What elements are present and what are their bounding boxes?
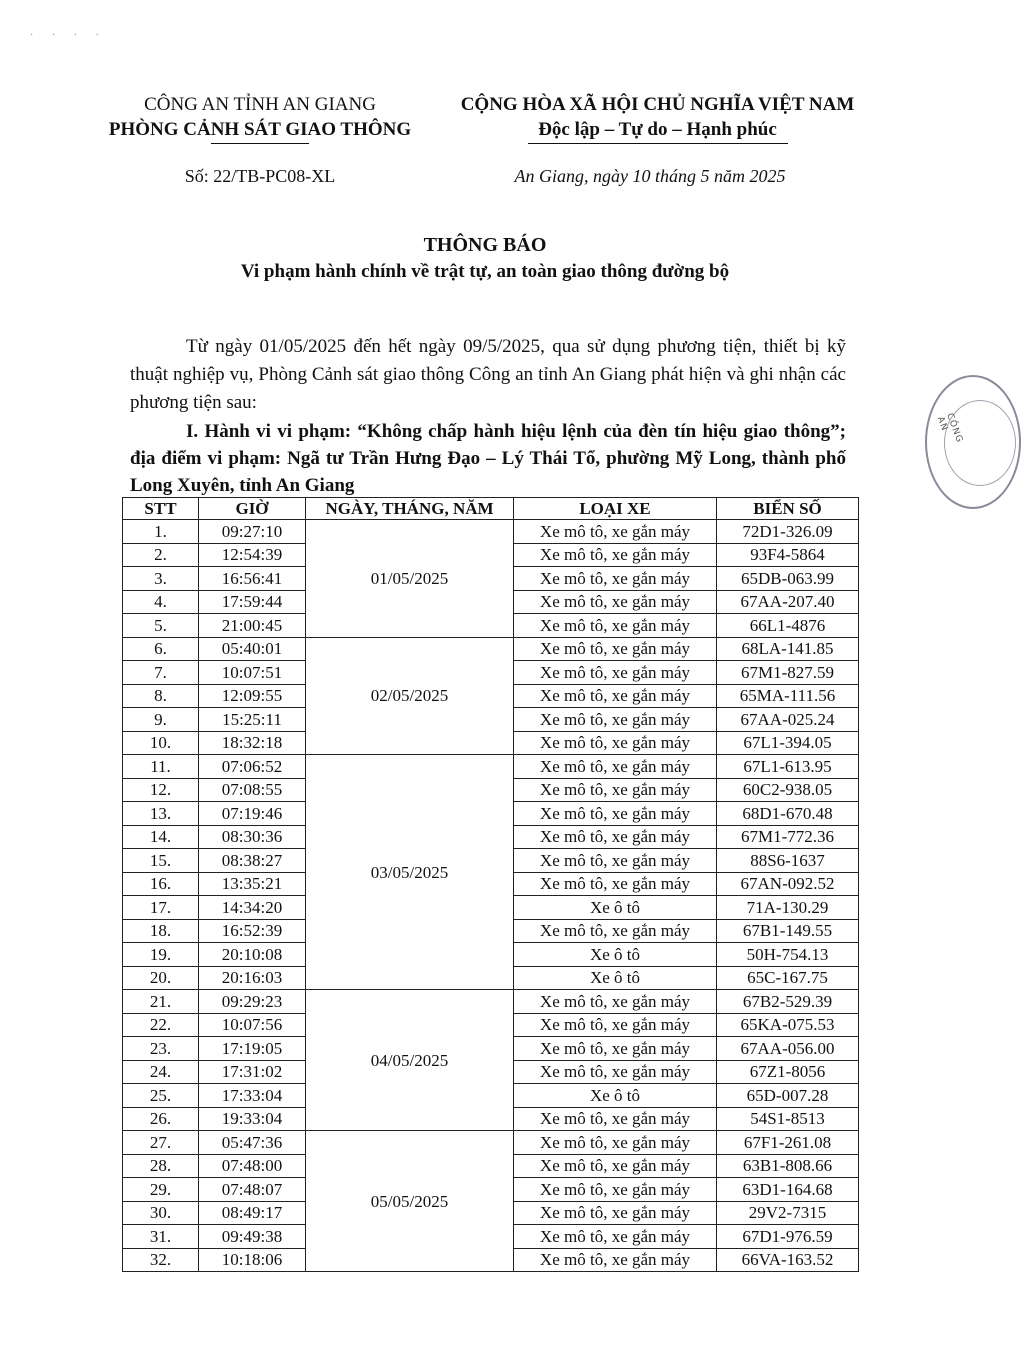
cell-plate: 66VA-163.52	[717, 1248, 859, 1272]
cell-vehicle-type: Xe mô tô, xe gắn máy	[514, 1060, 717, 1084]
cell-plate: 63D1-164.68	[717, 1178, 859, 1202]
cell-time: 14:34:20	[199, 896, 306, 920]
cell-vehicle-type: Xe mô tô, xe gắn máy	[514, 825, 717, 849]
cell-time: 07:06:52	[199, 755, 306, 779]
table-body	[123, 520, 859, 1272]
cell-stt: 18.	[123, 919, 199, 943]
cell-time: 13:35:21	[199, 872, 306, 896]
table-row	[123, 520, 859, 544]
cell-vehicle-type: Xe mô tô, xe gắn máy	[514, 543, 717, 567]
intro-paragraph: Từ ngày 01/05/2025 đến hết ngày 09/5/2025, qua sử dụng phương tiện, thiết bị kỹ thuật nghiệp vụ, Phòng Cảnh sát giao thông Công an tỉnh An Giang phát hiện và ghi nhận các phương tiện sau:	[130, 336, 846, 413]
cell-plate: 65DB-063.99	[717, 567, 859, 591]
cell-time: 08:49:17	[199, 1201, 306, 1225]
cell-stt: 22.	[123, 1013, 199, 1037]
violations-table	[122, 497, 859, 1272]
cell-stt: 20.	[123, 966, 199, 990]
cell-stt: 14.	[123, 825, 199, 849]
col-header-vehicle-type: LOẠI XE	[514, 498, 717, 520]
cell-vehicle-type: Xe mô tô, xe gắn máy	[514, 1225, 717, 1249]
cell-stt: 6.	[123, 637, 199, 661]
cell-plate: 72D1-326.09	[717, 520, 859, 544]
cell-plate: 67AN-092.52	[717, 872, 859, 896]
cell-plate: 67B2-529.39	[717, 990, 859, 1014]
cell-time: 16:56:41	[199, 567, 306, 591]
cell-time: 08:30:36	[199, 825, 306, 849]
nation-motto: Độc lập – Tự do – Hạnh phúc	[538, 119, 777, 140]
cell-stt: 21.	[123, 990, 199, 1014]
cell-vehicle-type: Xe mô tô, xe gắn máy	[514, 520, 717, 544]
document-number: Số: 22/TB-PC08-XL	[184, 166, 336, 186]
cell-vehicle-type: Xe ô tô	[514, 943, 717, 967]
cell-plate: 67M1-772.36	[717, 825, 859, 849]
cell-plate: 67AA-207.40	[717, 590, 859, 614]
cell-plate: 67AA-025.24	[717, 708, 859, 732]
cell-stt: 10.	[123, 731, 199, 755]
cell-stt: 29.	[123, 1178, 199, 1202]
cell-vehicle-type: Xe mô tô, xe gắn máy	[514, 708, 717, 732]
cell-vehicle-type: Xe mô tô, xe gắn máy	[514, 684, 717, 708]
cell-time: 15:25:11	[199, 708, 306, 732]
cell-plate: 65D-007.28	[717, 1084, 859, 1108]
cell-vehicle-type: Xe mô tô, xe gắn máy	[514, 637, 717, 661]
cell-time: 07:48:00	[199, 1154, 306, 1178]
cell-plate: 67M1-827.59	[717, 661, 859, 685]
cell-stt: 5.	[123, 614, 199, 638]
table-row	[123, 755, 859, 779]
cell-time: 10:07:51	[199, 661, 306, 685]
cell-stt: 9.	[123, 708, 199, 732]
cell-time: 21:00:45	[199, 614, 306, 638]
cell-plate: 63B1-808.66	[717, 1154, 859, 1178]
cell-vehicle-type: Xe mô tô, xe gắn máy	[514, 1201, 717, 1225]
document-subtitle: Vi phạm hành chính về trật tự, an toàn giao thông đường bộ	[240, 261, 730, 282]
cell-stt: 16.	[123, 872, 199, 896]
cell-vehicle-type: Xe mô tô, xe gắn máy	[514, 731, 717, 755]
cell-plate: 67L1-394.05	[717, 731, 859, 755]
cell-stt: 25.	[123, 1084, 199, 1108]
department-name: PHÒNG CẢNH SÁT GIAO THÔNG	[108, 119, 412, 140]
col-header-plate: BIỂN SỐ	[717, 498, 859, 520]
cell-plate: 29V2-7315	[717, 1201, 859, 1225]
cell-vehicle-type: Xe mô tô, xe gắn máy	[514, 590, 717, 614]
cell-stt: 23.	[123, 1037, 199, 1061]
cell-plate: 67B1-149.55	[717, 919, 859, 943]
cell-time: 16:52:39	[199, 919, 306, 943]
cell-plate: 71A-130.29	[717, 896, 859, 920]
cell-plate: 88S6-1637	[717, 849, 859, 873]
cell-time: 20:10:08	[199, 943, 306, 967]
cell-stt: 15.	[123, 849, 199, 873]
cell-stt: 32.	[123, 1248, 199, 1272]
cell-stt: 27.	[123, 1131, 199, 1155]
cell-plate: 66L1-4876	[717, 614, 859, 638]
cell-time: 05:47:36	[199, 1131, 306, 1155]
col-header-time: GIỜ	[199, 498, 306, 520]
cell-date: 03/05/2025	[306, 755, 514, 990]
cell-time: 17:19:05	[199, 1037, 306, 1061]
cell-date: 05/05/2025	[306, 1131, 514, 1272]
cell-plate: 67F1-261.08	[717, 1131, 859, 1155]
cell-vehicle-type: Xe ô tô	[514, 1084, 717, 1108]
cell-date: 04/05/2025	[306, 990, 514, 1131]
cell-stt: 19.	[123, 943, 199, 967]
document-title: THÔNG BÁO	[423, 234, 547, 256]
cell-stt: 2.	[123, 543, 199, 567]
cell-vehicle-type: Xe mô tô, xe gắn máy	[514, 1107, 717, 1131]
cell-stt: 28.	[123, 1154, 199, 1178]
cell-time: 20:16:03	[199, 966, 306, 990]
cell-vehicle-type: Xe mô tô, xe gắn máy	[514, 849, 717, 873]
agency-underline	[211, 143, 309, 144]
cell-time: 07:08:55	[199, 778, 306, 802]
cell-vehicle-type: Xe mô tô, xe gắn máy	[514, 990, 717, 1014]
cell-time: 07:19:46	[199, 802, 306, 826]
cell-stt: 30.	[123, 1201, 199, 1225]
cell-plate: 54S1-8513	[717, 1107, 859, 1131]
cell-stt: 17.	[123, 896, 199, 920]
cell-time: 18:32:18	[199, 731, 306, 755]
cell-vehicle-type: Xe mô tô, xe gắn máy	[514, 567, 717, 591]
cell-stt: 11.	[123, 755, 199, 779]
cell-vehicle-type: Xe mô tô, xe gắn máy	[514, 1178, 717, 1202]
cell-time: 19:33:04	[199, 1107, 306, 1131]
cell-vehicle-type: Xe mô tô, xe gắn máy	[514, 802, 717, 826]
scan-specks: · · · ·	[30, 30, 107, 41]
cell-stt: 1.	[123, 520, 199, 544]
cell-plate: 50H-754.13	[717, 943, 859, 967]
cell-time: 09:27:10	[199, 520, 306, 544]
cell-vehicle-type: Xe mô tô, xe gắn máy	[514, 872, 717, 896]
cell-vehicle-type: Xe mô tô, xe gắn máy	[514, 1248, 717, 1272]
cell-time: 08:38:27	[199, 849, 306, 873]
cell-plate: 93F4-5864	[717, 543, 859, 567]
cell-vehicle-type: Xe ô tô	[514, 896, 717, 920]
cell-date: 01/05/2025	[306, 520, 514, 638]
cell-stt: 26.	[123, 1107, 199, 1131]
cell-vehicle-type: Xe mô tô, xe gắn máy	[514, 919, 717, 943]
nation-header	[430, 92, 885, 144]
agency-name: CÔNG AN TỈNH AN GIANG	[144, 94, 376, 115]
cell-time: 09:49:38	[199, 1225, 306, 1249]
cell-plate: 65MA-111.56	[717, 684, 859, 708]
agency-header	[90, 92, 430, 144]
cell-time: 05:40:01	[199, 637, 306, 661]
section-heading: I. Hành vi vi phạm: “Không chấp hành hiệu lệnh của đèn tín hiệu giao thông”; địa điểm vi phạm: Ngã tư Trần Hưng Đạo – Lý Thái Tổ, phường Mỹ Long, thành phố Long Xuyên, tỉnh An Giang	[130, 421, 846, 496]
cell-vehicle-type: Xe mô tô, xe gắn máy	[514, 1131, 717, 1155]
motto-underline	[528, 143, 788, 144]
cell-vehicle-type: Xe mô tô, xe gắn máy	[514, 1013, 717, 1037]
cell-stt: 4.	[123, 590, 199, 614]
cell-plate: 67D1-976.59	[717, 1225, 859, 1249]
cell-stt: 8.	[123, 684, 199, 708]
seal-text: CÔNG AN	[934, 411, 965, 445]
col-header-date: NGÀY, THÁNG, NĂM	[306, 498, 514, 520]
place-date: An Giang, ngày 10 tháng 5 năm 2025	[514, 166, 786, 186]
cell-time: 17:31:02	[199, 1060, 306, 1084]
cell-time: 07:48:07	[199, 1178, 306, 1202]
cell-stt: 24.	[123, 1060, 199, 1084]
cell-stt: 12.	[123, 778, 199, 802]
cell-time: 17:59:44	[199, 590, 306, 614]
cell-plate: 68LA-141.85	[717, 637, 859, 661]
cell-stt: 31.	[123, 1225, 199, 1249]
cell-plate: 67Z1-8056	[717, 1060, 859, 1084]
col-header-stt: STT	[123, 498, 199, 520]
cell-vehicle-type: Xe mô tô, xe gắn máy	[514, 778, 717, 802]
cell-vehicle-type: Xe mô tô, xe gắn máy	[514, 1154, 717, 1178]
cell-stt: 7.	[123, 661, 199, 685]
cell-plate: 67AA-056.00	[717, 1037, 859, 1061]
cell-stt: 3.	[123, 567, 199, 591]
table-row	[123, 637, 859, 661]
cell-plate: 65C-167.75	[717, 966, 859, 990]
cell-time: 10:18:06	[199, 1248, 306, 1272]
table-header-row	[123, 498, 859, 520]
cell-time: 09:29:23	[199, 990, 306, 1014]
cell-vehicle-type: Xe mô tô, xe gắn máy	[514, 1037, 717, 1061]
cell-vehicle-type: Xe mô tô, xe gắn máy	[514, 755, 717, 779]
cell-time: 12:09:55	[199, 684, 306, 708]
table-row	[123, 1131, 859, 1155]
cell-date: 02/05/2025	[306, 637, 514, 755]
nation-name: CỘNG HÒA XÃ HỘI CHỦ NGHĨA VIỆT NAM	[460, 94, 855, 115]
cell-plate: 65KA-075.53	[717, 1013, 859, 1037]
cell-plate: 67L1-613.95	[717, 755, 859, 779]
table-row	[123, 990, 859, 1014]
cell-plate: 68D1-670.48	[717, 802, 859, 826]
cell-time: 12:54:39	[199, 543, 306, 567]
cell-stt: 13.	[123, 802, 199, 826]
cell-time: 10:07:56	[199, 1013, 306, 1037]
cell-time: 17:33:04	[199, 1084, 306, 1108]
cell-vehicle-type: Xe ô tô	[514, 966, 717, 990]
cell-vehicle-type: Xe mô tô, xe gắn máy	[514, 614, 717, 638]
cell-vehicle-type: Xe mô tô, xe gắn máy	[514, 661, 717, 685]
cell-plate: 60C2-938.05	[717, 778, 859, 802]
